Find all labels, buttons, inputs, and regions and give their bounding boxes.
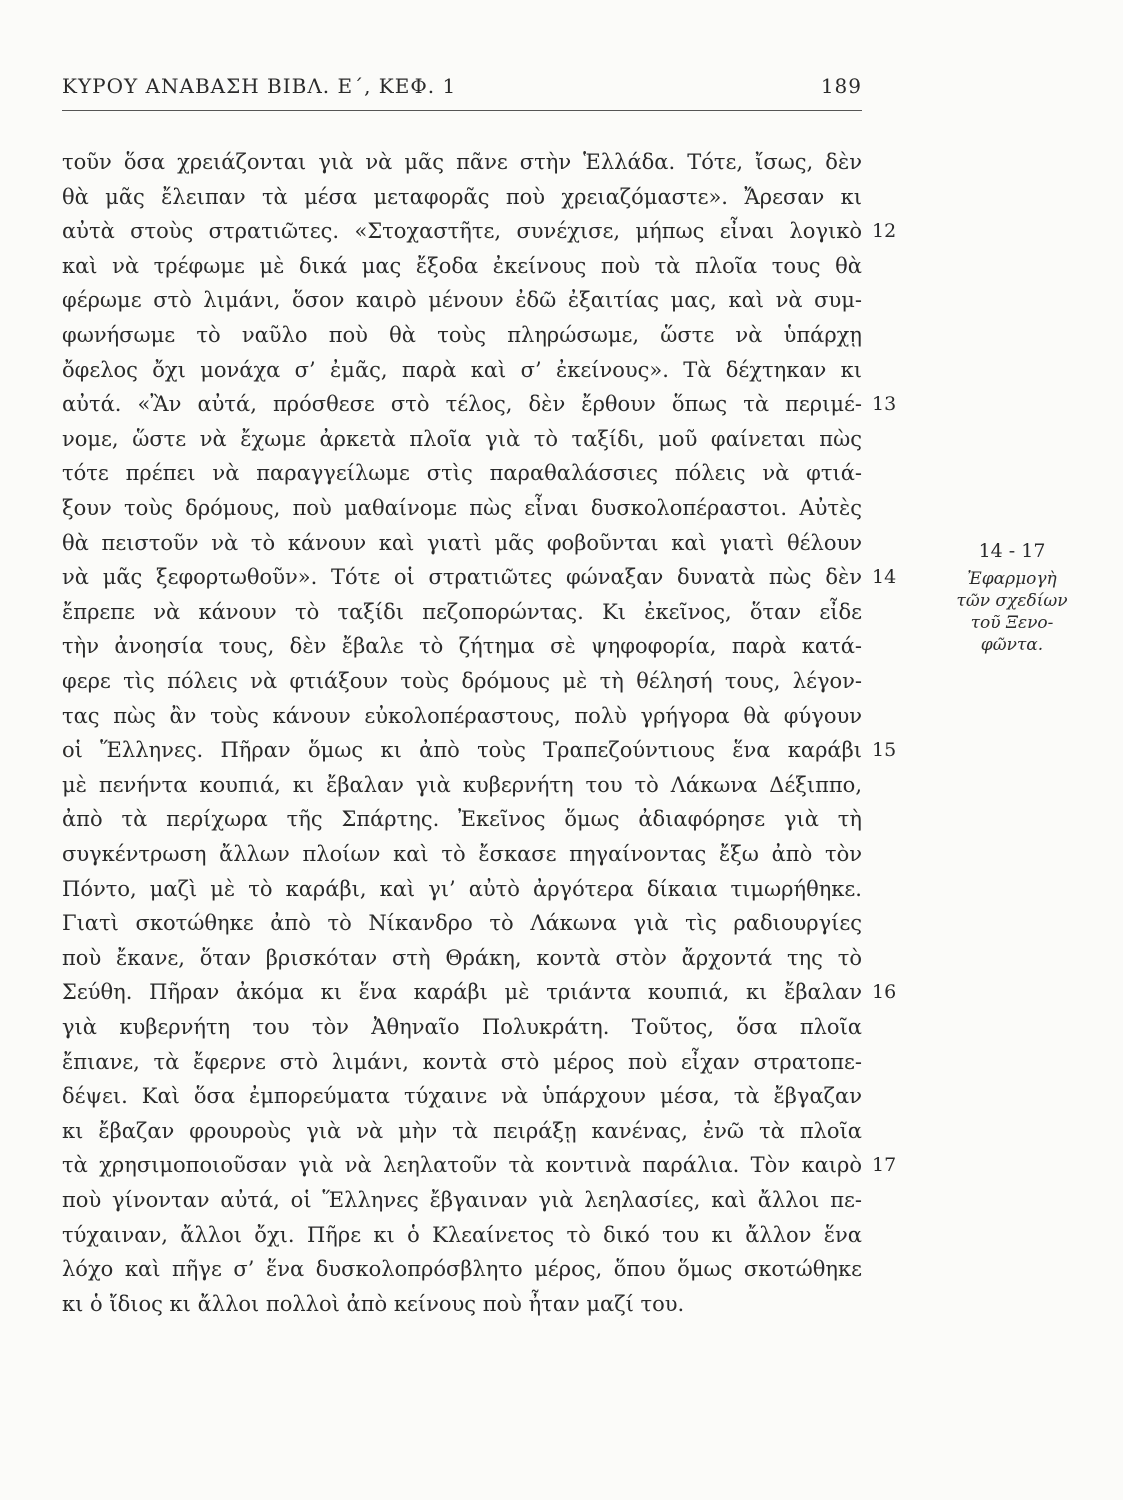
text-line: λόχο καὶ πῆγε σ’ ἕνα δυσκολοπρόσβλητο μέρος, ὅπου ὅμως σκοτώθηκε <box>62 1257 862 1282</box>
running-head: ΚΥΡΟΥ ΑΝΑΒΑΣΗ ΒΙΒΛ. Ε΄, ΚΕΦ. 1 <box>62 74 457 98</box>
text-line: τότε πρέπει νὰ παραγγείλωμε στὶς παραθαλάσσιες πόλεις νὰ φτιά- <box>62 461 862 486</box>
text-line: φερε τὶς πόλεις νὰ φτιάξουν τοὺς δρόμους μὲ τὴ θέλησή τους, λέγον- <box>62 669 862 693</box>
header-rule <box>62 110 862 111</box>
text-line: νὰ μᾶς ξεφορτωθοῦν». Τότε οἱ στρατιῶτες φώναξαν δυνατὰ πὼς δὲν <box>62 565 862 590</box>
text-line: οἱ Ἕλληνες. Πῆραν ὅμως κι ἀπὸ τοὺς Τραπεζούντιους ἕνα καράβι <box>62 738 862 763</box>
margin-note-line: τῶν σχεδίων <box>956 591 1068 611</box>
margin-note <box>922 534 1102 656</box>
text-line: θὰ πειστοῦν νὰ τὸ κάνουν καὶ γιατὶ μᾶς φοβοῦνται καὶ γιατὶ θέλουν <box>62 530 862 555</box>
text-line: συγκέντρωση ἄλλων πλοίων καὶ τὸ ἔσκασε πηγαίνοντας ἔξω ἀπὸ τὸν <box>62 842 862 866</box>
text-line: Γιατὶ σκοτώθηκε ἀπὸ τὸ Νίκανδρο τὸ Λάκωνα γιὰ τὶς ραδιουργίες <box>62 911 862 936</box>
text-line: γιὰ κυβερνήτη του τὸν Ἀθηναῖο Πολυκράτη. Τοῦτος, ὅσα πλοῖα <box>62 1015 862 1039</box>
text-line: ἔπρεπε νὰ κάνουν τὸ ταξίδι πεζοπορώντας. Κι ἐκεῖνος, ὅταν εἶδε <box>62 599 862 624</box>
text-line: αὐτὰ στοὺς στρατιῶτες. «Στοχαστῆτε, συνέχισε, μήπως εἶναι λογικὸ <box>62 219 862 244</box>
margin-note-line: Ἐφαρμογὴ <box>967 569 1057 589</box>
section-number: 16 <box>872 981 897 1004</box>
margin-note-line: φῶντα. <box>980 635 1044 655</box>
text-line: ὄφελος ὄχι μονάχα σ’ ἐμᾶς, παρὰ καὶ σ’ ἐκείνους». Τὰ δέχτηκαν κι <box>62 357 862 382</box>
text-line: θὰ μᾶς ἔλειπαν τὰ μέσα μεταφορᾶς ποὺ χρειαζόμαστε». Ἄρεσαν κι <box>62 184 862 209</box>
section-number: 15 <box>872 739 897 762</box>
text-line: ἔπιανε, τὰ ἔφερνε στὸ λιμάνι, κοντὰ στὸ μέρος ποὺ εἶχαν στρατοπε- <box>62 1049 862 1074</box>
text-line: Σεύθη. Πῆραν ἀκόμα κι ἕνα καράβι μὲ τριάντα κουπιά, κι ἔβαλαν <box>62 980 862 1005</box>
text-line: ἀπὸ τὰ περίχωρα τῆς Σπάρτης. Ἐκεῖνος ὅμως ἀδιαφόρησε γιὰ τὴ <box>62 807 862 832</box>
text-line: τὰ χρησιμοποιοῦσαν γιὰ νὰ λεηλατοῦν τὰ κοντινὰ παράλια. Τὸν καιρὸ <box>62 1153 862 1178</box>
section-number: 13 <box>872 393 897 416</box>
section-number: 12 <box>872 220 897 243</box>
text-line: τὴν ἀνοησία τους, δὲν ἔβαλε τὸ ζήτημα σὲ ψηφοφορία, παρὰ κατά- <box>62 634 862 659</box>
text-line: δέψει. Καὶ ὅσα ἐμπορεύματα τύχαινε νὰ ὑπάρχουν μέσα, τὰ ἔβγαζαν <box>62 1084 862 1109</box>
text-line: τας πὼς ἂν τοὺς κάνουν εὐκολοπέραστους, πολὺ γρήγορα θὰ φύγουν <box>62 703 862 728</box>
text-line: κι ἔβαζαν φρουροὺς γιὰ νὰ μὴν τὰ πειράξῃ κανένας, ἐνῶ τὰ πλοῖα <box>62 1118 862 1143</box>
text-line: ξουν τοὺς δρόμους, ποὺ μαθαίνομε πὼς εἶναι δυσκολοπέραστοι. Αὐτὲς <box>62 496 862 520</box>
margin-note-range: 14 - 17 <box>978 540 1046 562</box>
text-line: ποὺ γίνονταν αὐτά, οἱ Ἕλληνες ἔβγαιναν γιὰ λεηλασίες, καὶ ἄλλοι πε- <box>62 1188 862 1212</box>
text-line: φωνήσωμε τὸ ναῦλο ποὺ θὰ τοὺς πληρώσωμε, ὥστε νὰ ὑπάρχῃ <box>62 323 862 347</box>
text-line: τύχαιναν, ἄλλοι ὄχι. Πῆρε κι ὁ Κλεαίνετος τὸ δικό του κι ἄλλον ἕνα <box>62 1222 862 1247</box>
text-line: νομε, ὥστε νὰ ἔχωμε ἀρκετὰ πλοῖα γιὰ τὸ ταξίδι, μοῦ φαίνεται πὼς <box>62 426 862 451</box>
section-number: 14 <box>872 566 897 589</box>
text-line: μὲ πενήντα κουπιά, κι ἔβαλαν γιὰ κυβερνήτη του τὸ Λάκωνα Δέξιππο, <box>62 772 862 797</box>
page-header <box>62 74 862 104</box>
text-line: τοῦν ὅσα χρειάζονται γιὰ νὰ μᾶς πᾶνε στὴν Ἑλλάδα. Τότε, ἴσως, δὲν <box>62 150 862 174</box>
margin-note-line: τοῦ Ξενο- <box>970 613 1054 633</box>
section-number: 17 <box>872 1154 897 1177</box>
text-line: καὶ νὰ τρέφωμε μὲ δικά μας ἔξοδα ἐκείνους ποὺ τὰ πλοῖα τους θὰ <box>62 253 862 278</box>
page-number: 189 <box>820 74 862 98</box>
text-line: Πόντο, μαζὶ μὲ τὸ καράβι, καὶ γι’ αὐτὸ ἀργότερα δίκαια τιμωρήθηκε. <box>62 876 862 901</box>
text-line: φέρωμε στὸ λιμάνι, ὅσον καιρὸ μένουν ἐδῶ ἐξαιτίας μας, καὶ νὰ συμ- <box>62 288 862 313</box>
text-line: αὐτά. «Ἂν αὐτά, πρόσθεσε στὸ τέλος, δὲν ἔρθουν ὅπως τὰ περιμέ- <box>62 392 862 417</box>
text-line: ποὺ ἔκανε, ὅταν βρισκόταν στὴ Θράκη, κοντὰ στὸν ἄρχοντά της τὸ <box>62 945 862 970</box>
text-line: κι ὁ ἴδιος κι ἄλλοι πολλοὶ ἀπὸ κείνους ποὺ ἦταν μαζί του. <box>62 1291 685 1316</box>
